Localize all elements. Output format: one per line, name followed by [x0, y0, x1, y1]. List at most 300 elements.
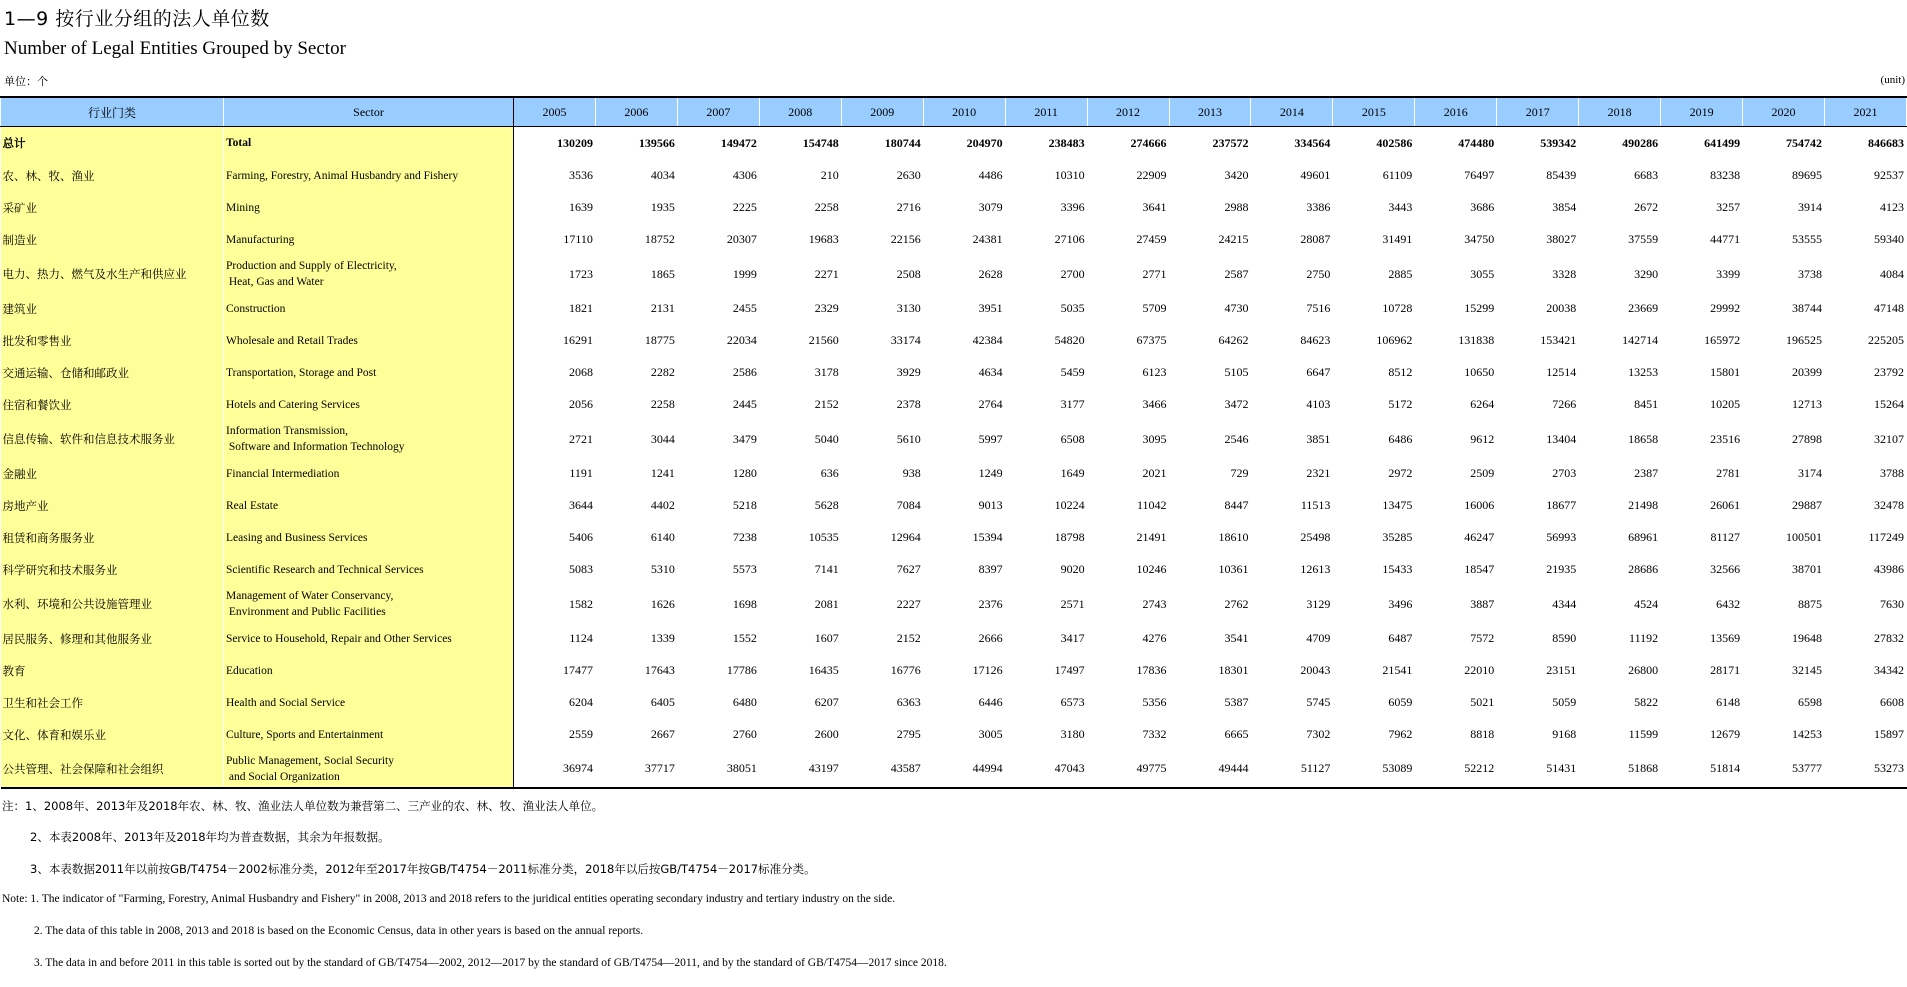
cell-value-2020: 100501 — [1743, 522, 1825, 554]
cell-value-2007: 3479 — [677, 421, 759, 458]
sector-name-english — [224, 160, 514, 192]
cell-value-2015: 10728 — [1333, 293, 1415, 325]
cell-value-2013: 24215 — [1169, 224, 1251, 256]
cell-value-2014: 3851 — [1251, 421, 1333, 458]
cell-value-2011: 17497 — [1005, 655, 1087, 687]
cell-value-2021: 53273 — [1825, 751, 1907, 788]
sector-name-english — [224, 293, 514, 325]
cell-value-2006: 17643 — [595, 655, 677, 687]
cell-value-2013: 5387 — [1169, 687, 1251, 719]
sector-name-english — [224, 325, 514, 357]
cell-value-2020: 38744 — [1743, 293, 1825, 325]
cell-value-2019: 23516 — [1661, 421, 1743, 458]
cell-value-2006: 2282 — [595, 357, 677, 389]
sector-name-english — [224, 256, 514, 293]
cell-value-2014: 5745 — [1251, 687, 1333, 719]
cell-value-2017: 8590 — [1497, 623, 1579, 655]
cell-value-2007: 20307 — [677, 224, 759, 256]
cell-value-2019: 3257 — [1661, 192, 1743, 224]
sector-name-english — [224, 224, 514, 256]
cell-value-2017: 20038 — [1497, 293, 1579, 325]
cell-value-2018: 11192 — [1579, 623, 1661, 655]
cell-value-2007: 2445 — [677, 389, 759, 421]
cell-value-2020: 8875 — [1743, 586, 1825, 623]
cell-value-2015: 8512 — [1333, 357, 1415, 389]
header-year-2005: 2005 — [514, 97, 596, 127]
cell-value-2011: 5459 — [1005, 357, 1087, 389]
cell-value-2015: 53089 — [1333, 751, 1415, 788]
cell-value-2005: 5406 — [514, 522, 596, 554]
footnote-cn-1: 注：1、2008年、2013年及2018年农、林、牧、渔业法人单位数为兼营第二、三产业的农、林、牧、渔业法人单位。 — [2, 799, 604, 813]
cell-value-2017: 51431 — [1497, 751, 1579, 788]
cell-value-2008: 5628 — [759, 490, 841, 522]
cell-value-2013: 4730 — [1169, 293, 1251, 325]
cell-value-2011: 3396 — [1005, 192, 1087, 224]
cell-value-2013: 2988 — [1169, 192, 1251, 224]
cell-value-2010: 17126 — [923, 655, 1005, 687]
cell-value-2011: 238483 — [1005, 127, 1087, 160]
footnote-en-3: 3. The data in and before 2011 in this table is sorted out by the standard of GB/T4754—2002, 2012—2017 by the standard of GB/T4754—2011, and by the standard of GB/T4754—2017 since 2018. — [34, 957, 947, 969]
cell-value-2014: 6647 — [1251, 357, 1333, 389]
cell-value-2018: 26800 — [1579, 655, 1661, 687]
cell-value-2017: 2703 — [1497, 458, 1579, 490]
cell-value-2009: 16776 — [841, 655, 923, 687]
cell-value-2015: 61109 — [1333, 160, 1415, 192]
cell-value-2009: 2227 — [841, 586, 923, 623]
table-row — [1, 224, 1907, 256]
footnote-en-1: Note: 1. The indicator of "Farming, Forestry, Animal Husbandry and Fishery" in 2008, 2013 and 2018 refers to the juridical entities operating secondary industry and tertiary industry on the side. — [2, 893, 896, 905]
header-year-2011: 2011 — [1005, 97, 1087, 127]
cell-value-2019: 10205 — [1661, 389, 1743, 421]
cell-value-2020: 89695 — [1743, 160, 1825, 192]
cell-value-2006: 1241 — [595, 458, 677, 490]
footnote-cn-2: 2、本表2008年、2013年及2018年均为普查数据，其余为年报数据。 — [30, 830, 390, 844]
header-year-2018: 2018 — [1579, 97, 1661, 127]
cell-value-2012: 17836 — [1087, 655, 1169, 687]
sector-name-english — [224, 751, 514, 788]
footnote-en-2: 2. The data of this table in 2008, 2013 and 2018 is based on the Economic Census, data in other years is based on the annual reports. — [34, 925, 644, 937]
cell-value-2020: 20399 — [1743, 357, 1825, 389]
cell-value-2010: 1249 — [923, 458, 1005, 490]
cell-value-2015: 2885 — [1333, 256, 1415, 293]
cell-value-2016: 9612 — [1415, 421, 1497, 458]
cell-value-2007: 2760 — [677, 719, 759, 751]
cell-value-2011: 6508 — [1005, 421, 1087, 458]
cell-value-2017: 5059 — [1497, 687, 1579, 719]
sector-name-english — [224, 586, 514, 623]
sector-name-chinese: 科学研究和技术服务业 — [1, 554, 224, 586]
cell-value-2011: 27106 — [1005, 224, 1087, 256]
cell-value-2015: 2972 — [1333, 458, 1415, 490]
sector-name-chinese: 教育 — [1, 655, 224, 687]
cell-value-2009: 2508 — [841, 256, 923, 293]
cell-value-2021: 4084 — [1825, 256, 1907, 293]
cell-value-2006: 2667 — [595, 719, 677, 751]
cell-value-2017: 85439 — [1497, 160, 1579, 192]
cell-value-2009: 2378 — [841, 389, 923, 421]
cell-value-2006: 2258 — [595, 389, 677, 421]
cell-value-2019: 2781 — [1661, 458, 1743, 490]
cell-value-2019: 3399 — [1661, 256, 1743, 293]
sector-name-chinese: 建筑业 — [1, 293, 224, 325]
cell-value-2007: 22034 — [677, 325, 759, 357]
cell-value-2008: 19683 — [759, 224, 841, 256]
footnote-cn-3: 3、本表数据2011年以前按GB/T4754－2002标准分类，2012年至2017年按GB/T4754－2011标准分类，2018年以后按GB/T4754－2017标准分类。 — [30, 862, 816, 876]
header-year-2014: 2014 — [1251, 97, 1333, 127]
sector-name-chinese: 总计 — [1, 127, 224, 160]
cell-value-2005: 1821 — [514, 293, 596, 325]
cell-value-2018: 2672 — [1579, 192, 1661, 224]
table-row — [1, 522, 1907, 554]
cell-value-2007: 1999 — [677, 256, 759, 293]
cell-value-2010: 204970 — [923, 127, 1005, 160]
cell-value-2021: 846683 — [1825, 127, 1907, 160]
cell-value-2020: 29887 — [1743, 490, 1825, 522]
sector-name-english — [224, 389, 514, 421]
cell-value-2017: 56993 — [1497, 522, 1579, 554]
cell-value-2007: 5573 — [677, 554, 759, 586]
cell-value-2010: 42384 — [923, 325, 1005, 357]
sector-name-english-line: Wholesale and Retail Trades — [226, 334, 358, 347]
sector-name-english — [224, 357, 514, 389]
cell-value-2005: 16291 — [514, 325, 596, 357]
cell-value-2021: 225205 — [1825, 325, 1907, 357]
cell-value-2011: 47043 — [1005, 751, 1087, 788]
cell-value-2021: 7630 — [1825, 586, 1907, 623]
sector-name-chinese: 交通运输、仓储和邮政业 — [1, 357, 224, 389]
cell-value-2006: 139566 — [595, 127, 677, 160]
cell-value-2019: 29992 — [1661, 293, 1743, 325]
cell-value-2011: 18798 — [1005, 522, 1087, 554]
cell-value-2006: 18752 — [595, 224, 677, 256]
cell-value-2011: 2571 — [1005, 586, 1087, 623]
cell-value-2021: 3788 — [1825, 458, 1907, 490]
cell-value-2008: 10535 — [759, 522, 841, 554]
cell-value-2008: 5040 — [759, 421, 841, 458]
cell-value-2017: 13404 — [1497, 421, 1579, 458]
cell-value-2015: 15433 — [1333, 554, 1415, 586]
cell-value-2013: 18610 — [1169, 522, 1251, 554]
sector-name-english — [224, 458, 514, 490]
cell-value-2014: 4103 — [1251, 389, 1333, 421]
cell-value-2021: 59340 — [1825, 224, 1907, 256]
cell-value-2019: 6148 — [1661, 687, 1743, 719]
sector-name-english — [224, 421, 514, 458]
cell-value-2008: 43197 — [759, 751, 841, 788]
cell-value-2010: 4634 — [923, 357, 1005, 389]
sector-name-english-line: Culture, Sports and Entertainment — [226, 728, 384, 741]
sector-name-english-line: Mining — [226, 201, 260, 214]
cell-value-2014: 7516 — [1251, 293, 1333, 325]
sector-name-english-line: Service to Household, Repair and Other Services — [226, 632, 452, 645]
cell-value-2012: 4276 — [1087, 623, 1169, 655]
cell-value-2005: 17110 — [514, 224, 596, 256]
header-year-2020: 2020 — [1743, 97, 1825, 127]
cell-value-2021: 15264 — [1825, 389, 1907, 421]
cell-value-2018: 28686 — [1579, 554, 1661, 586]
cell-value-2012: 274666 — [1087, 127, 1169, 160]
cell-value-2007: 7238 — [677, 522, 759, 554]
cell-value-2015: 13475 — [1333, 490, 1415, 522]
cell-value-2016: 131838 — [1415, 325, 1497, 357]
cell-value-2021: 32107 — [1825, 421, 1907, 458]
cell-value-2020: 38701 — [1743, 554, 1825, 586]
cell-value-2018: 2387 — [1579, 458, 1661, 490]
sector-name-english-line: Software and Information Technology — [226, 441, 405, 453]
header-year-2006: 2006 — [595, 97, 677, 127]
cell-value-2017: 4344 — [1497, 586, 1579, 623]
sector-name-chinese: 采矿业 — [1, 192, 224, 224]
cell-value-2014: 28087 — [1251, 224, 1333, 256]
table-row — [1, 719, 1907, 751]
cell-value-2009: 33174 — [841, 325, 923, 357]
cell-value-2005: 6204 — [514, 687, 596, 719]
cell-value-2009: 12964 — [841, 522, 923, 554]
cell-value-2006: 18775 — [595, 325, 677, 357]
cell-value-2015: 21541 — [1333, 655, 1415, 687]
cell-value-2009: 7627 — [841, 554, 923, 586]
cell-value-2012: 2743 — [1087, 586, 1169, 623]
cell-value-2005: 36974 — [514, 751, 596, 788]
cell-value-2009: 2630 — [841, 160, 923, 192]
cell-value-2008: 7141 — [759, 554, 841, 586]
cell-value-2016: 76497 — [1415, 160, 1497, 192]
cell-value-2015: 6059 — [1333, 687, 1415, 719]
cell-value-2010: 44994 — [923, 751, 1005, 788]
cell-value-2015: 5172 — [1333, 389, 1415, 421]
cell-value-2009: 2716 — [841, 192, 923, 224]
cell-value-2010: 4486 — [923, 160, 1005, 192]
cell-value-2012: 11042 — [1087, 490, 1169, 522]
cell-value-2007: 38051 — [677, 751, 759, 788]
cell-value-2011: 3417 — [1005, 623, 1087, 655]
cell-value-2006: 6405 — [595, 687, 677, 719]
sector-name-english — [224, 687, 514, 719]
cell-value-2006: 1935 — [595, 192, 677, 224]
cell-value-2009: 7084 — [841, 490, 923, 522]
cell-value-2010: 3079 — [923, 192, 1005, 224]
sector-name-english-line: Transportation, Storage and Post — [226, 366, 377, 379]
cell-value-2016: 10650 — [1415, 357, 1497, 389]
header-year-2021: 2021 — [1825, 97, 1907, 127]
table-row — [1, 586, 1907, 623]
page-title-chinese: 1—9 按行业分组的法人单位数 — [4, 8, 270, 30]
unit-label-chinese: 单位：个 — [4, 75, 48, 88]
cell-value-2012: 5356 — [1087, 687, 1169, 719]
sector-name-chinese: 住宿和餐饮业 — [1, 389, 224, 421]
cell-value-2018: 23669 — [1579, 293, 1661, 325]
sector-name-english — [224, 490, 514, 522]
cell-value-2005: 5083 — [514, 554, 596, 586]
cell-value-2012: 2771 — [1087, 256, 1169, 293]
cell-value-2008: 2258 — [759, 192, 841, 224]
cell-value-2018: 490286 — [1579, 127, 1661, 160]
cell-value-2005: 1723 — [514, 256, 596, 293]
cell-value-2017: 539342 — [1497, 127, 1579, 160]
cell-value-2014: 3386 — [1251, 192, 1333, 224]
cell-value-2012: 6123 — [1087, 357, 1169, 389]
cell-value-2005: 2721 — [514, 421, 596, 458]
cell-value-2016: 7572 — [1415, 623, 1497, 655]
cell-value-2020: 12713 — [1743, 389, 1825, 421]
cell-value-2020: 3738 — [1743, 256, 1825, 293]
cell-value-2011: 6573 — [1005, 687, 1087, 719]
cell-value-2010: 2764 — [923, 389, 1005, 421]
cell-value-2013: 2587 — [1169, 256, 1251, 293]
cell-value-2005: 2068 — [514, 357, 596, 389]
cell-value-2019: 51814 — [1661, 751, 1743, 788]
cell-value-2011: 9020 — [1005, 554, 1087, 586]
cell-value-2014: 2750 — [1251, 256, 1333, 293]
cell-value-2006: 1865 — [595, 256, 677, 293]
cell-value-2018: 21498 — [1579, 490, 1661, 522]
cell-value-2011: 5035 — [1005, 293, 1087, 325]
cell-value-2017: 12514 — [1497, 357, 1579, 389]
sector-name-chinese: 金融业 — [1, 458, 224, 490]
legal-entities-table — [0, 96, 1907, 789]
cell-value-2005: 2056 — [514, 389, 596, 421]
cell-value-2014: 12613 — [1251, 554, 1333, 586]
cell-value-2016: 3887 — [1415, 586, 1497, 623]
cell-value-2018: 37559 — [1579, 224, 1661, 256]
cell-value-2012: 5709 — [1087, 293, 1169, 325]
cell-value-2006: 4034 — [595, 160, 677, 192]
cell-value-2014: 51127 — [1251, 751, 1333, 788]
sector-name-english — [224, 655, 514, 687]
cell-value-2009: 6363 — [841, 687, 923, 719]
cell-value-2018: 142714 — [1579, 325, 1661, 357]
table-row — [1, 357, 1907, 389]
table-row — [1, 127, 1907, 160]
cell-value-2013: 3541 — [1169, 623, 1251, 655]
cell-value-2008: 2600 — [759, 719, 841, 751]
cell-value-2018: 18658 — [1579, 421, 1661, 458]
cell-value-2021: 43986 — [1825, 554, 1907, 586]
cell-value-2015: 3496 — [1333, 586, 1415, 623]
header-year-2008: 2008 — [759, 97, 841, 127]
cell-value-2015: 402586 — [1333, 127, 1415, 160]
cell-value-2018: 51868 — [1579, 751, 1661, 788]
sector-name-english-line: Environment and Public Facilities — [226, 606, 386, 618]
cell-value-2018: 8451 — [1579, 389, 1661, 421]
cell-value-2013: 2546 — [1169, 421, 1251, 458]
table-row — [1, 490, 1907, 522]
cell-value-2010: 2376 — [923, 586, 1005, 623]
unit-label-english: (unit) — [1880, 74, 1905, 86]
cell-value-2019: 32566 — [1661, 554, 1743, 586]
cell-value-2007: 1552 — [677, 623, 759, 655]
sector-name-chinese: 制造业 — [1, 224, 224, 256]
sector-name-english-line: Total — [226, 137, 252, 150]
cell-value-2007: 2225 — [677, 192, 759, 224]
cell-value-2007: 1698 — [677, 586, 759, 623]
cell-value-2007: 149472 — [677, 127, 759, 160]
sector-name-english — [224, 127, 514, 160]
cell-value-2017: 7266 — [1497, 389, 1579, 421]
cell-value-2021: 47148 — [1825, 293, 1907, 325]
sector-name-english — [224, 554, 514, 586]
sector-name-english-line: Financial Intermediation — [226, 467, 340, 480]
cell-value-2006: 6140 — [595, 522, 677, 554]
cell-value-2008: 16435 — [759, 655, 841, 687]
cell-value-2011: 10310 — [1005, 160, 1087, 192]
cell-value-2012: 21491 — [1087, 522, 1169, 554]
cell-value-2012: 2021 — [1087, 458, 1169, 490]
sector-name-chinese: 电力、热力、燃气及水生产和供应业 — [1, 256, 224, 293]
cell-value-2008: 2329 — [759, 293, 841, 325]
cell-value-2012: 3641 — [1087, 192, 1169, 224]
cell-value-2016: 52212 — [1415, 751, 1497, 788]
cell-value-2016: 22010 — [1415, 655, 1497, 687]
cell-value-2016: 3055 — [1415, 256, 1497, 293]
sector-name-english — [224, 719, 514, 751]
cell-value-2013: 6665 — [1169, 719, 1251, 751]
cell-value-2006: 3044 — [595, 421, 677, 458]
cell-value-2012: 10246 — [1087, 554, 1169, 586]
header-sector-english: Sector — [224, 97, 514, 127]
sector-name-english-line: Health and Social Service — [226, 696, 346, 709]
cell-value-2013: 18301 — [1169, 655, 1251, 687]
cell-value-2018: 68961 — [1579, 522, 1661, 554]
cell-value-2020: 3174 — [1743, 458, 1825, 490]
table-row — [1, 325, 1907, 357]
sector-name-chinese: 批发和零售业 — [1, 325, 224, 357]
cell-value-2009: 3130 — [841, 293, 923, 325]
header-sector-chinese: 行业门类 — [1, 97, 224, 127]
cell-value-2013: 237572 — [1169, 127, 1251, 160]
cell-value-2021: 32478 — [1825, 490, 1907, 522]
header-year-2017: 2017 — [1497, 97, 1579, 127]
cell-value-2018: 5822 — [1579, 687, 1661, 719]
cell-value-2013: 3420 — [1169, 160, 1251, 192]
table-row — [1, 192, 1907, 224]
cell-value-2014: 11513 — [1251, 490, 1333, 522]
cell-value-2013: 5105 — [1169, 357, 1251, 389]
cell-value-2017: 153421 — [1497, 325, 1579, 357]
sector-name-english-line: Education — [226, 664, 273, 677]
header-year-2009: 2009 — [841, 97, 923, 127]
cell-value-2007: 5218 — [677, 490, 759, 522]
sector-name-chinese: 公共管理、社会保障和社会组织 — [1, 751, 224, 788]
sector-name-chinese: 信息传输、软件和信息技术服务业 — [1, 421, 224, 458]
cell-value-2016: 3686 — [1415, 192, 1497, 224]
header-year-2016: 2016 — [1415, 97, 1497, 127]
cell-value-2021: 23792 — [1825, 357, 1907, 389]
sector-name-english-line: Management of Water Conservancy, — [226, 590, 394, 602]
cell-value-2011: 2700 — [1005, 256, 1087, 293]
cell-value-2016: 474480 — [1415, 127, 1497, 160]
cell-value-2014: 7302 — [1251, 719, 1333, 751]
table-row — [1, 687, 1907, 719]
sector-name-english-line: Leasing and Business Services — [226, 531, 368, 544]
cell-value-2014: 3129 — [1251, 586, 1333, 623]
cell-value-2016: 5021 — [1415, 687, 1497, 719]
cell-value-2016: 16006 — [1415, 490, 1497, 522]
cell-value-2014: 4709 — [1251, 623, 1333, 655]
table-row — [1, 751, 1907, 788]
cell-value-2009: 3929 — [841, 357, 923, 389]
cell-value-2012: 7332 — [1087, 719, 1169, 751]
cell-value-2015: 35285 — [1333, 522, 1415, 554]
cell-value-2016: 18547 — [1415, 554, 1497, 586]
cell-value-2005: 3536 — [514, 160, 596, 192]
cell-value-2008: 2271 — [759, 256, 841, 293]
cell-value-2007: 17786 — [677, 655, 759, 687]
cell-value-2010: 8397 — [923, 554, 1005, 586]
cell-value-2009: 938 — [841, 458, 923, 490]
cell-value-2015: 106962 — [1333, 325, 1415, 357]
cell-value-2007: 2586 — [677, 357, 759, 389]
